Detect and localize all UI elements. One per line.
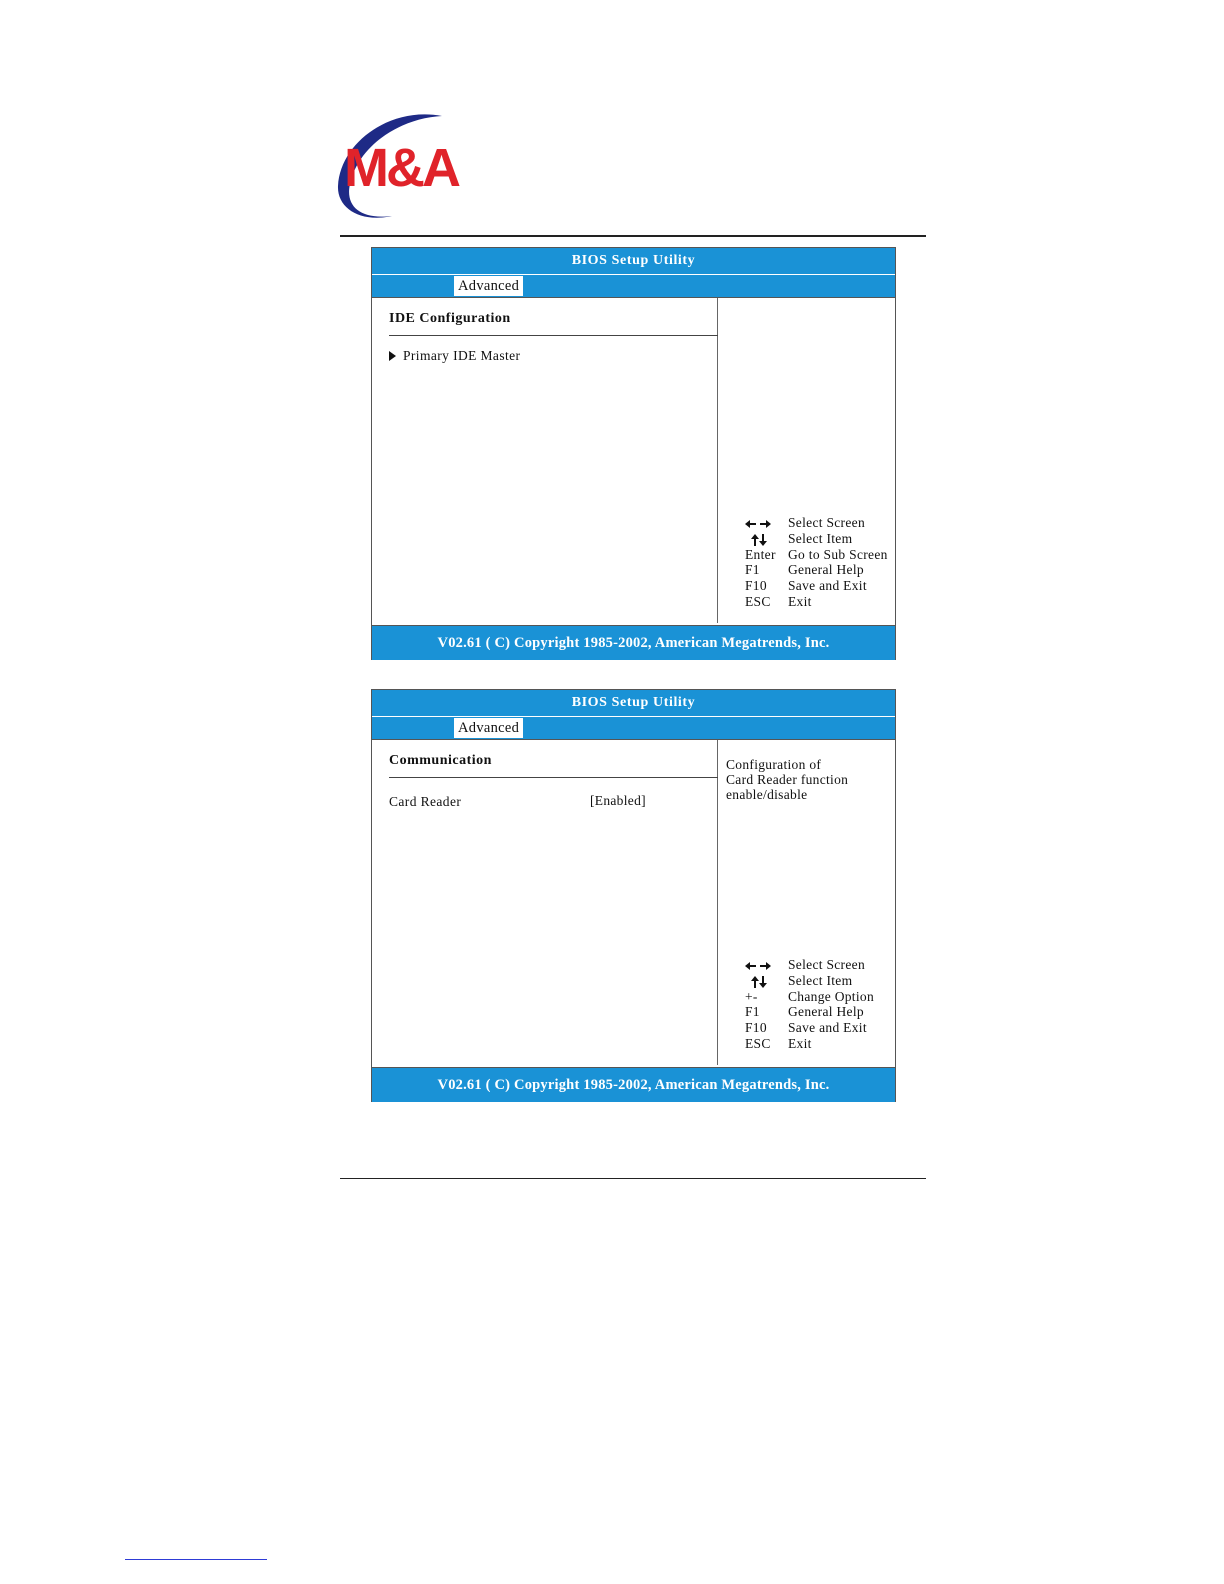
bios-title: BIOS Setup Utility xyxy=(372,690,895,717)
key-legend xyxy=(745,515,888,610)
key-name: ESC xyxy=(745,593,771,609)
up-down-arrows-icon xyxy=(745,534,771,546)
section-title: Communication xyxy=(389,753,492,768)
key-desc: General Help xyxy=(788,1004,864,1020)
bios-footer: V02.61 ( C) Copyright 1985-2002, American Megatrends, Inc. xyxy=(372,625,895,660)
setting-card-reader[interactable] xyxy=(389,794,461,810)
left-right-arrows-icon xyxy=(745,519,771,529)
key-desc: Select Screen xyxy=(788,957,865,972)
key-row xyxy=(745,973,874,989)
bios-screen-communication xyxy=(371,689,896,1102)
up-down-arrows-icon xyxy=(745,976,771,988)
bios-help-panel xyxy=(718,298,895,623)
section-separator xyxy=(389,335,718,336)
bios-screen-ide xyxy=(371,247,896,660)
footnote-link-underline[interactable] xyxy=(125,1559,267,1560)
key-row xyxy=(745,562,888,578)
help-line: Configuration of xyxy=(726,757,822,772)
key-desc: General Help xyxy=(788,562,864,578)
key-row xyxy=(745,547,888,563)
key-desc: Select Screen xyxy=(788,515,865,530)
key-row xyxy=(745,1036,874,1052)
tab-advanced[interactable]: Advanced xyxy=(454,718,523,738)
left-right-arrows-icon xyxy=(745,961,771,971)
key-desc: Save and Exit xyxy=(788,578,867,594)
submenu-arrow-icon xyxy=(389,351,396,361)
bottom-rule xyxy=(340,1178,926,1179)
key-desc: Exit xyxy=(788,593,812,609)
tab-advanced[interactable]: Advanced xyxy=(454,276,523,296)
key-desc: Select Item xyxy=(788,530,853,546)
key-name: +- xyxy=(745,988,758,1004)
key-row xyxy=(745,957,874,973)
key-desc: Exit xyxy=(788,1035,812,1051)
logo-text: M&A xyxy=(344,138,458,198)
key-row xyxy=(745,531,888,547)
bios-main-panel xyxy=(372,740,718,1065)
key-name: Enter xyxy=(745,546,776,562)
key-name: F10 xyxy=(745,578,767,594)
setting-label: Card Reader xyxy=(389,794,462,809)
menu-item-primary-ide-master[interactable] xyxy=(389,348,520,364)
key-row xyxy=(745,1004,874,1020)
key-desc: Save and Exit xyxy=(788,1020,867,1036)
key-desc: Select Item xyxy=(788,972,853,988)
bios-tab-bar xyxy=(372,275,895,298)
key-desc: Go to Sub Screen xyxy=(788,546,888,562)
top-rule xyxy=(340,235,926,237)
key-name: ESC xyxy=(745,1035,771,1051)
key-name: F10 xyxy=(745,1020,767,1036)
setting-value[interactable]: [Enabled] xyxy=(590,793,646,808)
key-row xyxy=(745,594,888,610)
bios-main-panel xyxy=(372,298,718,623)
help-line: Card Reader function xyxy=(726,772,849,787)
key-row xyxy=(745,578,888,594)
ma-logo xyxy=(330,108,465,223)
key-desc: Change Option xyxy=(788,988,875,1004)
menu-item-label: Primary IDE Master xyxy=(403,348,521,363)
bios-footer: V02.61 ( C) Copyright 1985-2002, American Megatrends, Inc. xyxy=(372,1067,895,1102)
bios-tab-bar xyxy=(372,717,895,740)
key-row xyxy=(745,989,874,1005)
key-name: F1 xyxy=(745,1004,760,1020)
help-text xyxy=(726,757,891,802)
bios-help-panel xyxy=(718,740,895,1065)
help-line: enable/disable xyxy=(726,787,808,802)
bios-title: BIOS Setup Utility xyxy=(372,248,895,275)
section-separator xyxy=(389,777,718,778)
key-name: F1 xyxy=(745,562,760,578)
key-row xyxy=(745,515,888,531)
key-legend xyxy=(745,957,874,1052)
key-row xyxy=(745,1020,874,1036)
section-title: IDE Configuration xyxy=(389,311,511,326)
